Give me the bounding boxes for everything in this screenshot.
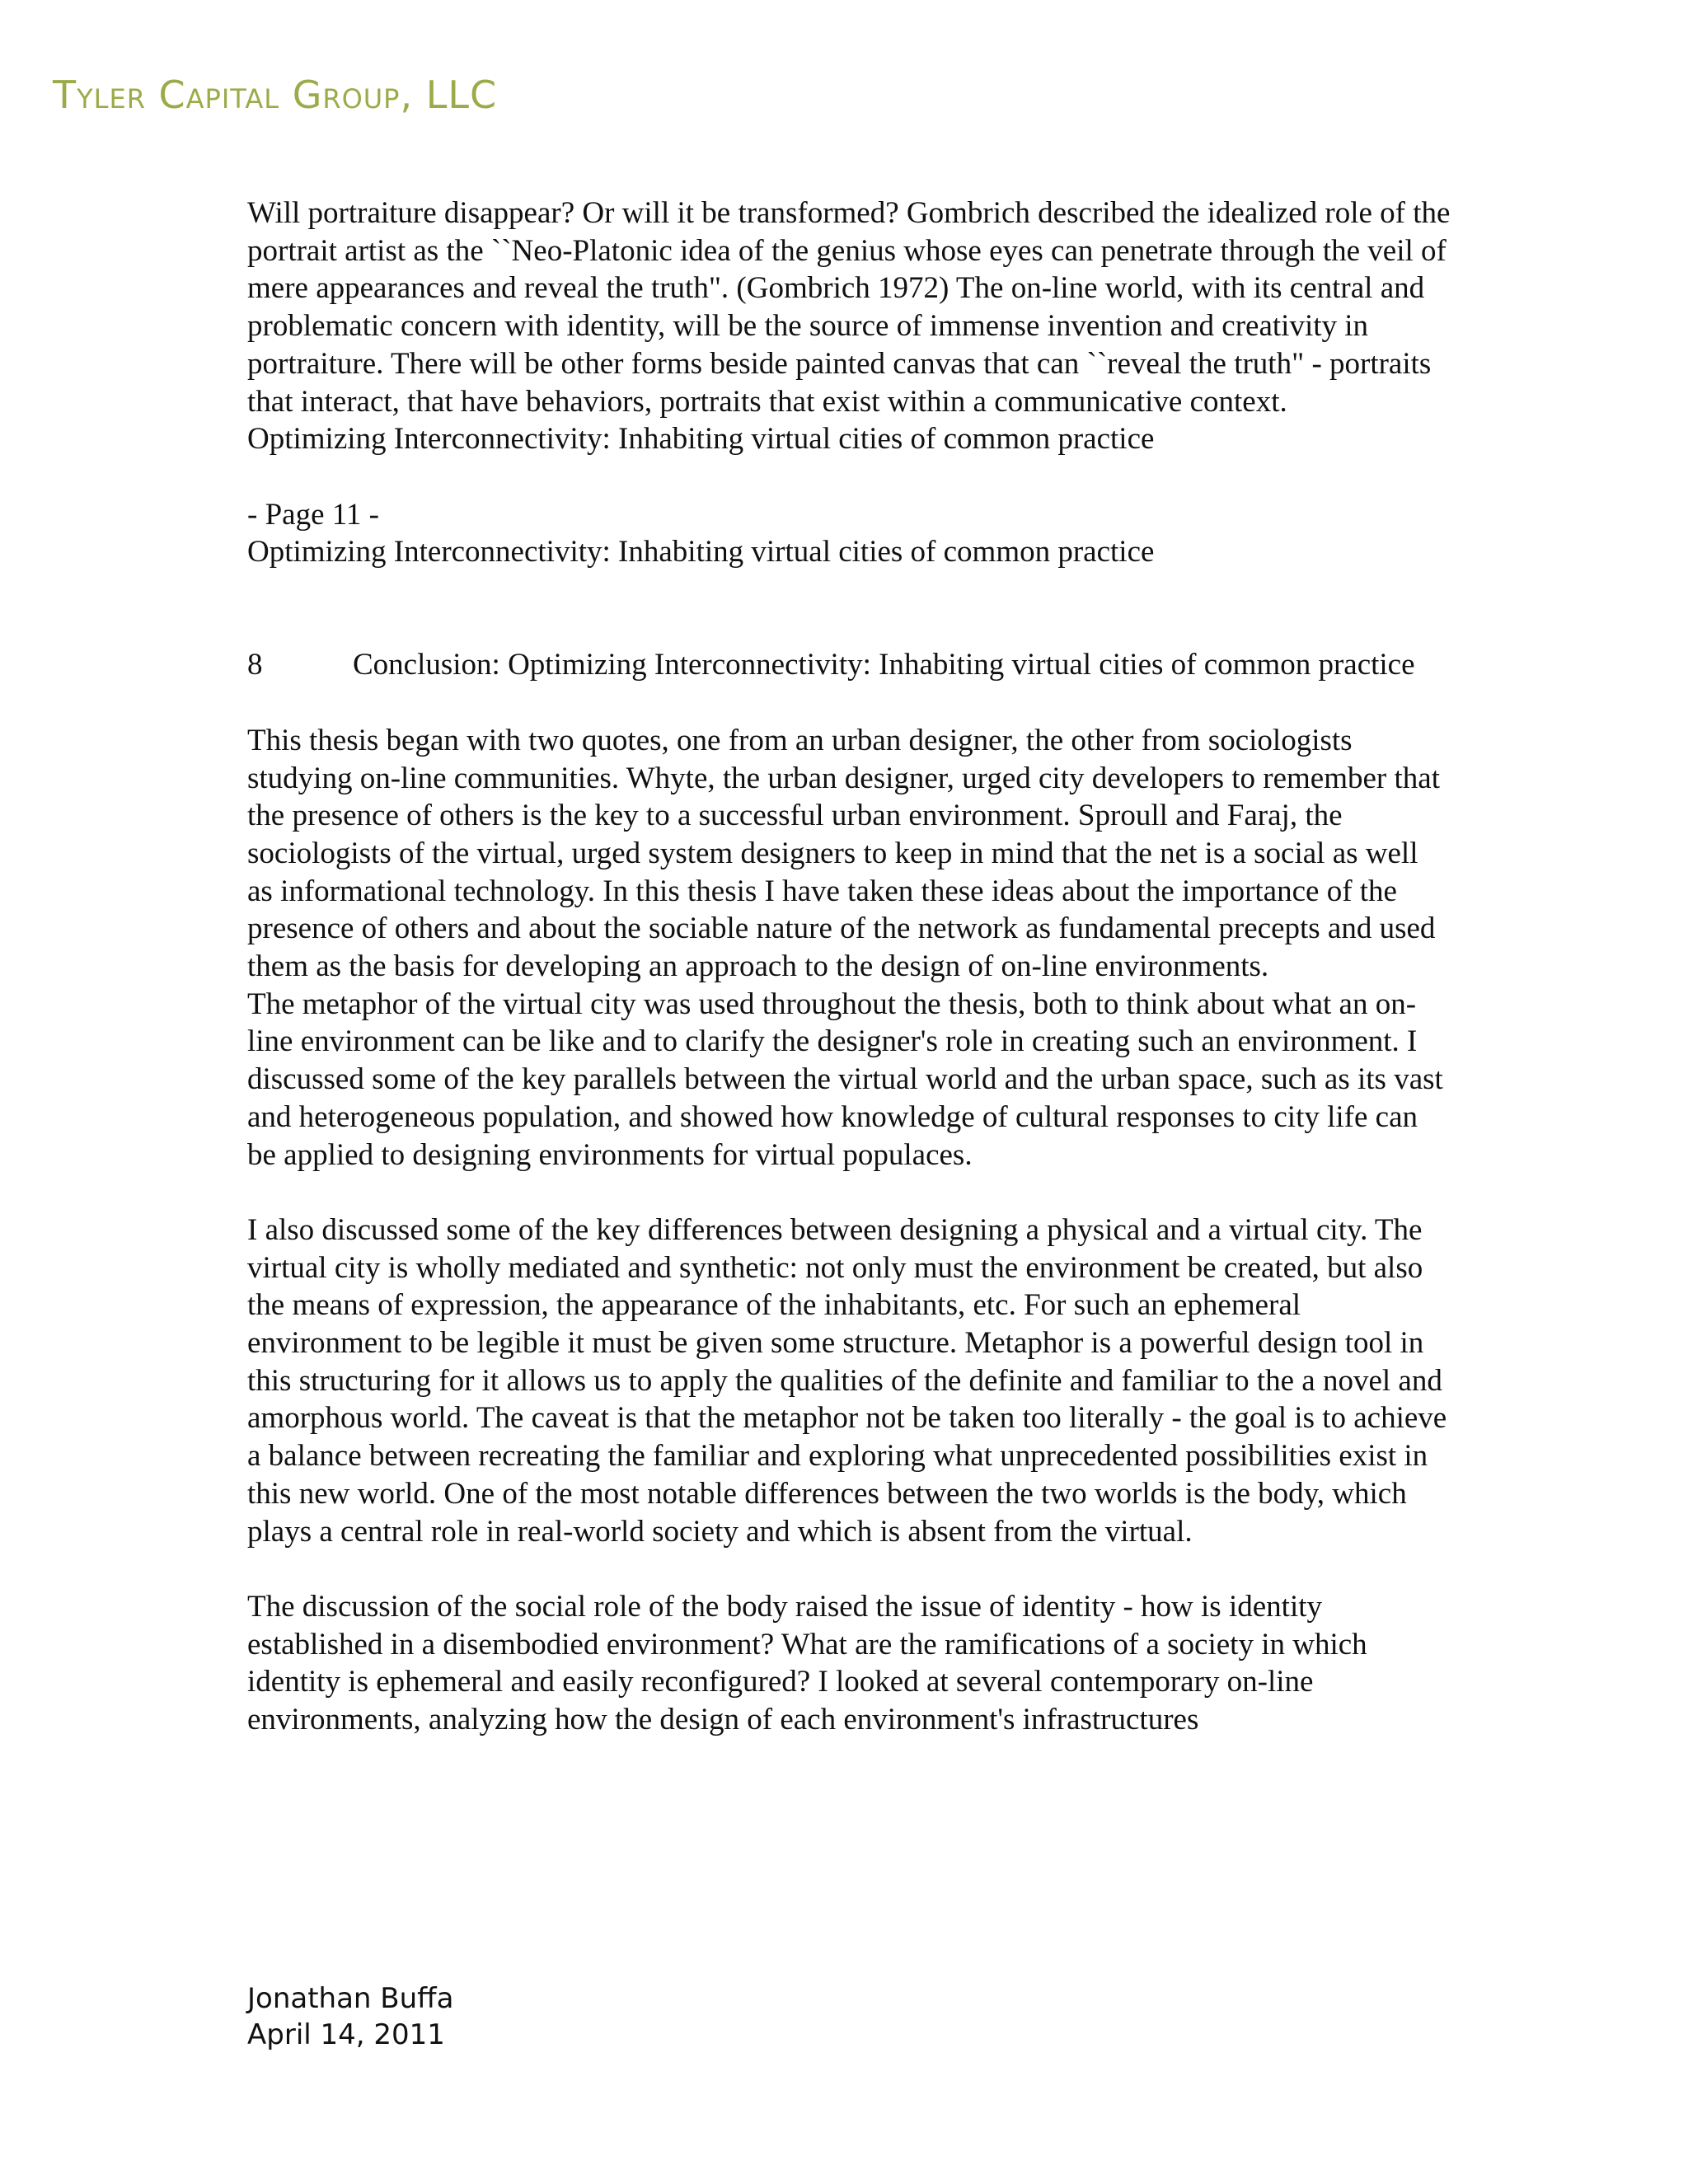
running-header: Optimizing Interconnectivity: Inhabiting virtual cities of common practice <box>247 422 1155 457</box>
page-marker: - Page 11 - <box>247 497 379 532</box>
spacer <box>247 1174 1451 1212</box>
paragraph-identity: The discussion of the social role of the body raised the issue of identity - how is identity established in a disembodied environment? What are the ramifications of a society in which identity is ephemeral and easily reconfigured? I looked at several contemporary on-line environments, analyzing how the design of each environment's infrastructures <box>247 1589 1367 1737</box>
spacer <box>247 571 1451 646</box>
spacer <box>247 684 1451 722</box>
paragraph-portraiture: Will portraiture disappear? Or will it be transformed? Gombrich described the idealized role of the portrait artist as the ``Neo-Platonic idea of the genius whose eyes can penetrate through the veil of mere appearances and reveal the truth". (Gombrich 1972) The on-line world, with its central and problematic concern with identity, will be the source of immense invention and creativity in portraiture. There will be other forms beside painted canvas that can ``reveal the truth" - portraits that interact, that have behaviors, portraits that exist within a communicative context. <box>247 196 1451 419</box>
section-title: Conclusion: Optimizing Interconnectivity: Inhabiting virtual cities of common practice <box>353 648 1415 682</box>
letterhead-company-name: Tyler Capital Group, LLC <box>53 73 498 117</box>
section-number: 8 <box>247 648 263 682</box>
spacer <box>247 1550 1451 1588</box>
section-heading <box>247 646 1451 684</box>
running-header: Optimizing Interconnectivity: Inhabiting virtual cities of common practice <box>247 535 1155 569</box>
document-footer <box>247 1980 453 2053</box>
document-date: April 14, 2011 <box>247 2018 445 2051</box>
document-body <box>247 194 1451 1739</box>
paragraph-virtual-city-metaphor: The metaphor of the virtual city was used throughout the thesis, both to think about what an on-line environment can be like and to clarify the designer's role in creating such an environment. I discussed some of the key parallels between the virtual world and the urban space, such as its vast and heterogeneous population, and showed how knowledge of cultural responses to city life can be applied to designing environments for virtual populaces. <box>247 987 1443 1172</box>
paragraph-key-differences: I also discussed some of the key differences between designing a physical and a virtual city. The virtual city is wholly mediated and synthetic: not only must the environment be created, but also the means of expression, the appearance of the inhabitants, etc. For such an ephemeral environment to be legible it must be given some structure. Metaphor is a powerful design tool in this structuring for it allows us to apply the qualities of the definite and familiar to the a novel and amorphous world. The caveat is that the metaphor not be taken too literally - the goal is to achieve a balance between recreating the familiar and exploring what unprecedented possibilities exist in this new world. One of the most notable differences between the two worlds is the body, which plays a central role in real-world society and which is absent from the virtual. <box>247 1212 1447 1549</box>
author-name: Jonathan Buffa <box>247 1982 454 2015</box>
spacer <box>247 458 1451 496</box>
paragraph-thesis-intro: This thesis began with two quotes, one from an urban designer, the other from sociologists studying on-line communities. Whyte, the urban designer, urged city developers to remember that the presence of others is the key to a successful urban environment. Sproull and Faraj, the sociologists of the virtual, urged system designers to keep in mind that the net is a social as well as informational technology. In this thesis I have taken these ideas about the importance of the presence of others and about the sociable nature of the network as fundamental precepts and used them as the basis for developing an approach to the design of on-line environments. <box>247 723 1440 984</box>
